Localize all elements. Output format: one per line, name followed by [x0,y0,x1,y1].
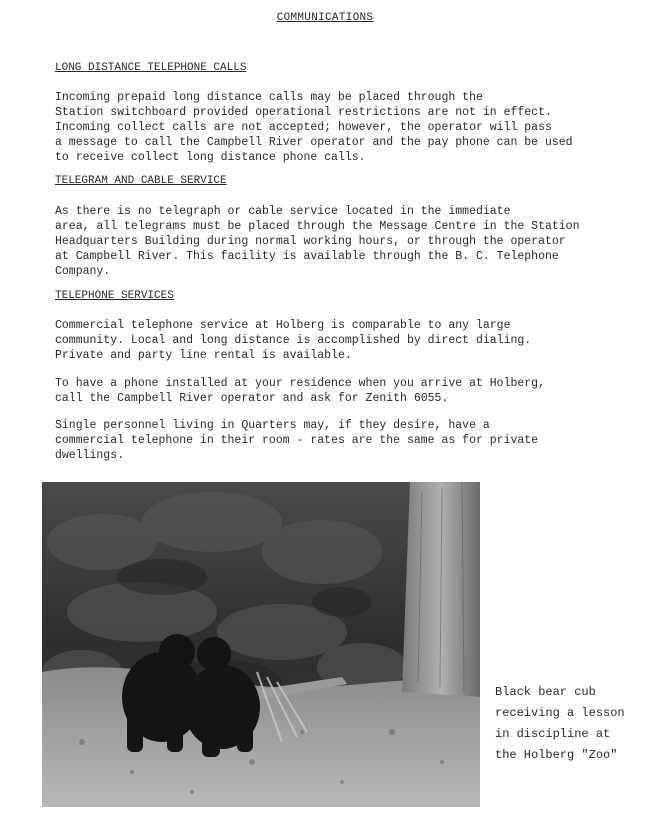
telegram-paragraph: As there is no telegraph or cable service located in the immediate area, all telegrams must be placed through the Message Centre in the Station Headquarters Building during normal working hours, or through the operator at Campbell River. This facility is available through the B. C. Telephone Company. [55,205,580,278]
photo-caption: Black bear cub receiving a lesson in discipline at the Holberg "Zoo" [495,685,625,762]
section-heading-telegram: TELEGRAM AND CABLE SERVICE [55,175,227,187]
telephone-services-paragraph-1: Commercial telephone service at Holberg is comparable to any large community. Local and long distance is accomplished by direct dialing. Private and party line rental is available. [55,319,532,362]
bear-cub-photo [42,482,480,807]
long-distance-paragraph: Incoming prepaid long distance calls may be placed through the Station switchboard provided operational restrictions are not in effect. Incoming collect calls are not accepted; however, the operator will pass a message to call the Campbell River operator and the pay phone can be used to receive collect long distance phone calls. [55,91,573,164]
section-heading-long-distance: LONG DISTANCE TELEPHONE CALLS [55,62,247,74]
telephone-services-paragraph-2: To have a phone installed at your residence when you arrive at Holberg, call the Campbell River operator and ask for Zenith 6055. [55,377,545,405]
telephone-services-paragraph-3: Single personnel living in Quarters may, if they desire, have a commercial telephone in their room - rates are the same as for private dwellings. [55,419,539,462]
section-heading-telephone-services: TELEPHONE SERVICES [55,290,174,302]
page-title: COMMUNICATIONS [276,12,374,24]
